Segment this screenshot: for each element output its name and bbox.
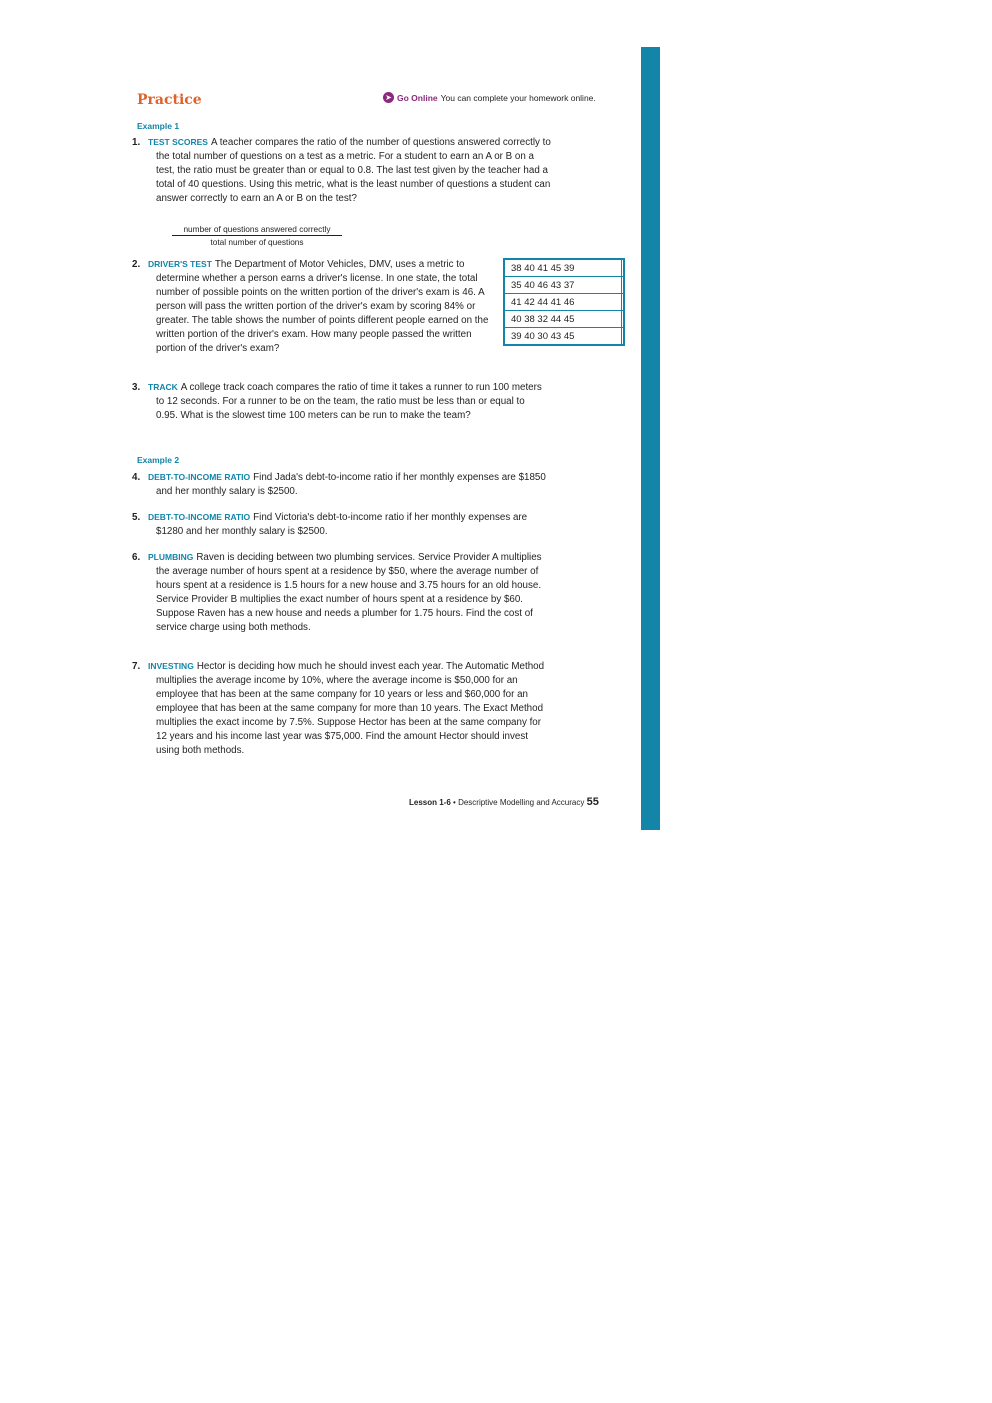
problem-2: 2. DRIVER'S TEST The Department of Motor Vehicles, DMV, uses a metric to determine whether a person earns a driver's license. In one state, the total number of possible points on the written portion of the driver's exam is 46. A person will pass the written portion of the driver's exam by scoring 84% or greater. The table shows the number of points different people earned on the written portion of the driver's exam. How many people passed the written portion of the driver's exam?	[132, 259, 489, 354]
problem-text: Raven is deciding between two plumbing services. Service Provider A multiplies the average number of hours spent at a residence by $50, where the average number of hours spent at a residence is 1.5 hours for a new house and 3.75 hours for an old house. Service Provider B multiplies the exact number of hours spent at a residence by $60. Suppose Raven has a new house and needs a plumber for 1.75 hours. Find the cost of service charge using both methods.	[156, 552, 542, 633]
problem-label: DRIVER'S TEST	[148, 259, 212, 269]
table-row	[504, 311, 624, 328]
problem-text: The Department of Motor Vehicles, DMV, uses a metric to determine whether a person earns a driver's license. In one state, the total number of possible points on the written portion of the driver's exam is 46. A person will pass the written portion of the driver's exam by scoring 84% or greater. The table shows the number of points different people earned on the written portion of the driver's exam. How many people passed the written portion of the driver's exam?	[156, 259, 489, 354]
problem-5: 5. DEBT-TO-INCOME RATIO Find Victoria's debt-to-income ratio if her monthly expenses are $1280 and her monthly salary is $2500.	[132, 512, 528, 537]
table-row	[504, 328, 624, 346]
fraction-numerator: number of questions answered correctly	[172, 224, 342, 236]
footer-title: Descriptive Modelling and Accuracy	[458, 798, 585, 807]
problem-4: 4. DEBT-TO-INCOME RATIO Find Jada's debt-to-income ratio if her monthly expenses are $1850 and her monthly salary is $2500.	[132, 472, 546, 497]
fraction-denominator: total number of questions	[210, 237, 304, 247]
go-online-link[interactable]: Go Online	[397, 92, 438, 103]
problem-1: 1. TEST SCORES A teacher compares the ratio of the number of questions answered correctly to the total number of questions on a test as a metric. For a student to earn an A or B on a test, the ratio must be greater than or equal to 0.8. The last test given by the teacher had a total of 40 questions. Using this metric, what is the least number of questions a student can answer correctly to earn an A or B on the test?	[132, 137, 551, 204]
go-online-icon: ➤	[383, 92, 394, 103]
go-online-text: You can complete your homework online.	[440, 92, 596, 103]
problem-label: DEBT-TO-INCOME RATIO	[148, 512, 251, 522]
problem-label: TRACK	[148, 382, 178, 392]
page-footer	[409, 796, 599, 808]
table-cell: 38 40 41 45 39	[504, 259, 622, 277]
sidebar-color-bar	[641, 47, 660, 830]
exam-scores-table	[503, 258, 625, 346]
page-number: 55	[586, 796, 599, 808]
example-2-label: Example 2	[137, 455, 180, 465]
ratio-fraction	[172, 224, 342, 247]
problem-label: PLUMBING	[148, 552, 194, 562]
table-cell: 40 38 32 44 45	[504, 311, 622, 328]
problem-label: INVESTING	[148, 661, 194, 671]
problem-text: Hector is deciding how much he should invest each year. The Automatic Method multiplies the average income by 10%, where the average income is $50,000 for an employee that has been at the same company for 10 years or less and $60,000 for an employee that has been at the same company for more than 10 years. The Exact Method multiplies the exact income by 7.5%. Suppose Hector has been at the same company for 12 years and his income last year was $75,000. Find the amount Hector should invest using both methods.	[156, 661, 545, 756]
table-row	[504, 294, 624, 311]
footer-separator: •	[453, 798, 459, 807]
table-cell: 39 40 30 43 45	[504, 328, 622, 346]
problem-7: 7. INVESTING Hector is deciding how much he should invest each year. The Automatic Method multiplies the average income by 10%, where the average income is $50,000 for an employee that has been at the same company for 10 years or less and $60,000 for an employee that has been at the same company for more than 10 years. The Exact Method multiplies the exact income by 7.5%. Suppose Hector has been at the same company for 12 years and his income last year was $75,000. Find the amount Hector should invest using both methods.	[132, 661, 545, 756]
problem-label: TEST SCORES	[148, 137, 208, 147]
table-row	[504, 259, 624, 277]
page-heading: Practice	[137, 92, 202, 108]
go-online-note	[383, 92, 596, 103]
table-cell: 41 42 44 41 46	[504, 294, 622, 311]
problem-text: Find Jada's debt-to-income ratio if her monthly expenses are $1850 and her monthly salary is $2500.	[156, 472, 546, 497]
problem-text: Find Victoria's debt-to-income ratio if her monthly expenses are $1280 and her monthly salary is $2500.	[156, 512, 528, 537]
table-cell: 35 40 46 43 37	[504, 277, 622, 294]
problem-6: 6. PLUMBING Raven is deciding between two plumbing services. Service Provider A multiplies the average number of hours spent at a residence by $50, where the average number of hours spent at a residence is 1.5 hours for a new house and 3.75 hours for an old house. Service Provider B multiplies the exact number of hours spent at a residence by $60. Suppose Raven has a new house and needs a plumber for 1.75 hours. Find the cost of service charge using both methods.	[132, 552, 542, 633]
problem-label: DEBT-TO-INCOME RATIO	[148, 472, 251, 482]
problem-3: 3. TRACK A college track coach compares the ratio of time it takes a runner to run 100 meters to 12 seconds. For a runner to be on the team, the ratio must be less than or equal to 0.95. What is the slowest time 100 meters can be run to make the team?	[132, 382, 542, 421]
example-1-label: Example 1	[137, 121, 180, 131]
problem-text: A college track coach compares the ratio of time it takes a runner to run 100 meters to 12 seconds. For a runner to be on the team, the ratio must be less than or equal to 0.95. What is the slowest time 100 meters can be run to make the team?	[156, 382, 542, 421]
table-row	[504, 277, 624, 294]
footer-lesson: Lesson 1-6	[409, 798, 451, 807]
problem-text: A teacher compares the ratio of the number of questions answered correctly to the total number of questions on a test as a metric. For a student to earn an A or B on a test, the ratio must be greater than or equal to 0.8. The last test given by the teacher had a total of 40 questions. Using this metric, what is the least number of questions a student can answer correctly to earn an A or B on the test?	[156, 137, 551, 204]
